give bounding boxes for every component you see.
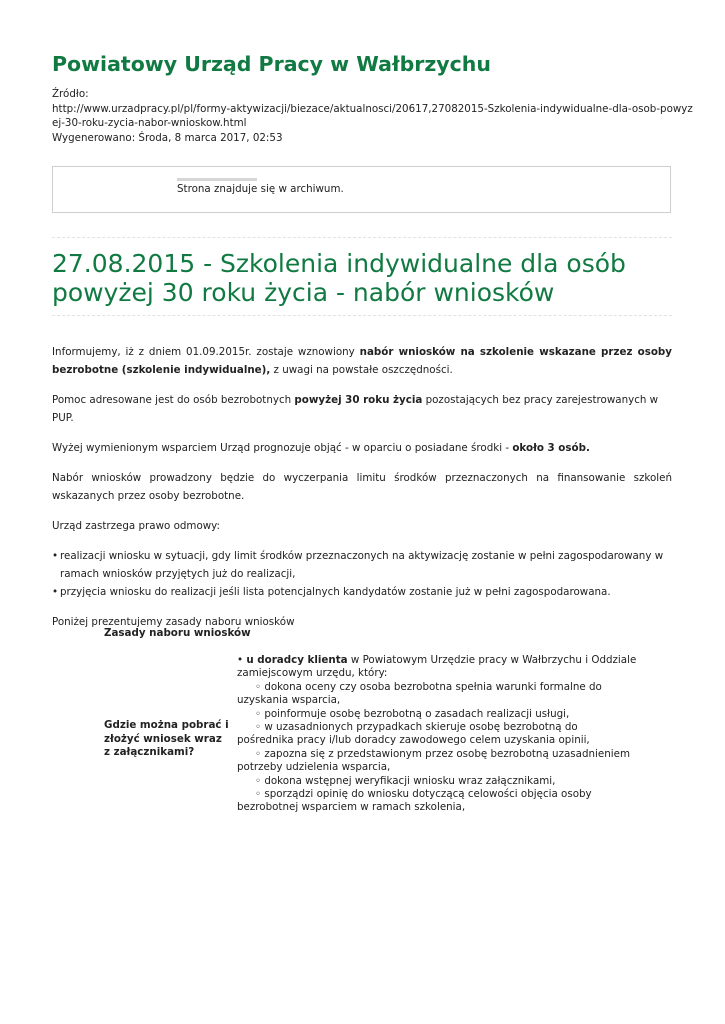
bullet-icon: • — [237, 654, 247, 666]
text-bold: u doradcy klienta — [246, 654, 348, 666]
text: Informujemy, iż z dniem 01.09.2015r. zostaje wznowiony — [52, 346, 360, 358]
paragraph-limit: Nabór wniosków prowadzony będzie do wyczerpania limitu środków przeznaczonych na finansowanie szkoleń wskazanych przez osoby bezrobotne. — [52, 472, 672, 502]
text: w Powiatowym Urzędzie pracy w Wałbrzychu i Oddziale zamiejscowym urzędu, który: — [237, 654, 637, 680]
source-meta — [52, 87, 693, 145]
archive-divider — [177, 178, 257, 181]
article-body — [52, 343, 672, 643]
text: z uwagi na powstałe oszczędności. — [270, 364, 453, 376]
rules-row-label: Gdzie można pobrać i złożyć wniosek wraz z załącznikami? — [104, 719, 229, 758]
list-item: • przyjęcia wniosku do realizacji jeśli lista potencjalnych kandydatów zostanie już w pełni zagospodarowana. — [60, 583, 672, 601]
text: Pomoc adresowane jest do osób bezrobotnych — [52, 394, 295, 406]
sub-item-text: ◦ poinformuje osobę bezrobotną o zasadach realizacji usługi, — [255, 707, 570, 720]
source-label: Źródło: — [52, 88, 89, 100]
text: pozostających bez pracy zarejestrowanych w PUP. — [52, 394, 659, 424]
divider-bottom — [52, 315, 672, 316]
source-url-line-1[interactable]: http://www.urzadpracy.pl/pl/formy-aktywizacji/biezace/aktualnosci/20617,27082015-Szkolenia-indywidualne-dla-osob-powyz — [52, 102, 693, 115]
rules-title: Zasady naboru wniosków — [104, 627, 251, 639]
divider-top — [52, 237, 672, 238]
paragraph-refusal: Urząd zastrzega prawo odmowy: — [52, 520, 220, 532]
paragraph-forecast — [52, 439, 672, 457]
text: Wyżej wymienionym wsparciem Urząd prognozuje objąć - w oparciu o posiadane środki - — [52, 442, 513, 454]
sub-item-text: ◦ w uzasadnionych przypadkach skieruje osobę bezrobotną do pośrednika pracy i/lub doradcy zawodowego celem uzyskania opinii, — [237, 721, 590, 747]
text-bold: około 3 osób. — [512, 442, 590, 454]
sub-item-text: ◦ zapozna się z przedstawionym przez osobę bezrobotną uzasadnieniem potrzeby udzielenia wsparcia, — [237, 747, 630, 774]
archive-notice-box — [52, 166, 671, 213]
rules-row-content — [237, 654, 637, 815]
site-title[interactable]: Powiatowy Urząd Pracy w Wałbrzychu — [52, 52, 491, 76]
refusal-list — [52, 547, 672, 601]
sub-item-text: ◦ dokona oceny czy osoba bezrobotna spełnia warunki formalne do uzyskania wsparcia, — [237, 680, 602, 707]
rules-sub-item — [237, 681, 637, 708]
paragraph-intro — [52, 343, 672, 379]
text-bold: powyżej 30 roku życia — [294, 394, 423, 406]
rules-lead — [237, 654, 637, 681]
list-item: • realizacji wniosku w sytuacji, gdy limit środków przeznaczonych na aktywizację zostanie w pełni zagospodarowany w ramach wniosków przyjętych już do realizacji, — [60, 547, 672, 583]
rules-sub-item — [237, 721, 637, 748]
generated-date: Wygenerowano: Środa, 8 marca 2017, 02:53 — [52, 131, 283, 144]
sub-item-text: ◦ dokona wstępnej weryfikacji wniosku wraz załącznikami, — [255, 774, 556, 787]
rules-sub-item — [237, 708, 637, 721]
text-bold: nabór wniosków na szkolenie wskazane przez osoby bezrobotne (szkolenie indywidualne), — [52, 346, 673, 376]
rules-sub-item — [237, 748, 637, 775]
paragraph-rules-intro: Poniżej prezentujemy zasady naboru wniosków — [52, 616, 295, 628]
sub-item-text: ◦ sporządzi opinię do wniosku dotyczącą celowości objęcia osoby bezrobotnej wsparciem w ramach szkolenia, — [237, 788, 592, 814]
source-url-line-2[interactable]: ej-30-roku-zycia-nabor-wnioskow.html — [52, 117, 247, 129]
rules-sub-item — [237, 788, 637, 815]
article-title: 27.08.2015 - Szkolenia indywidualne dla osób powyżej 30 roku życia - nabór wniosków — [52, 249, 626, 307]
archive-notice: Strona znajduje się w archiwum. — [177, 183, 344, 195]
rules-sub-item — [237, 775, 637, 788]
paragraph-target — [52, 391, 672, 427]
